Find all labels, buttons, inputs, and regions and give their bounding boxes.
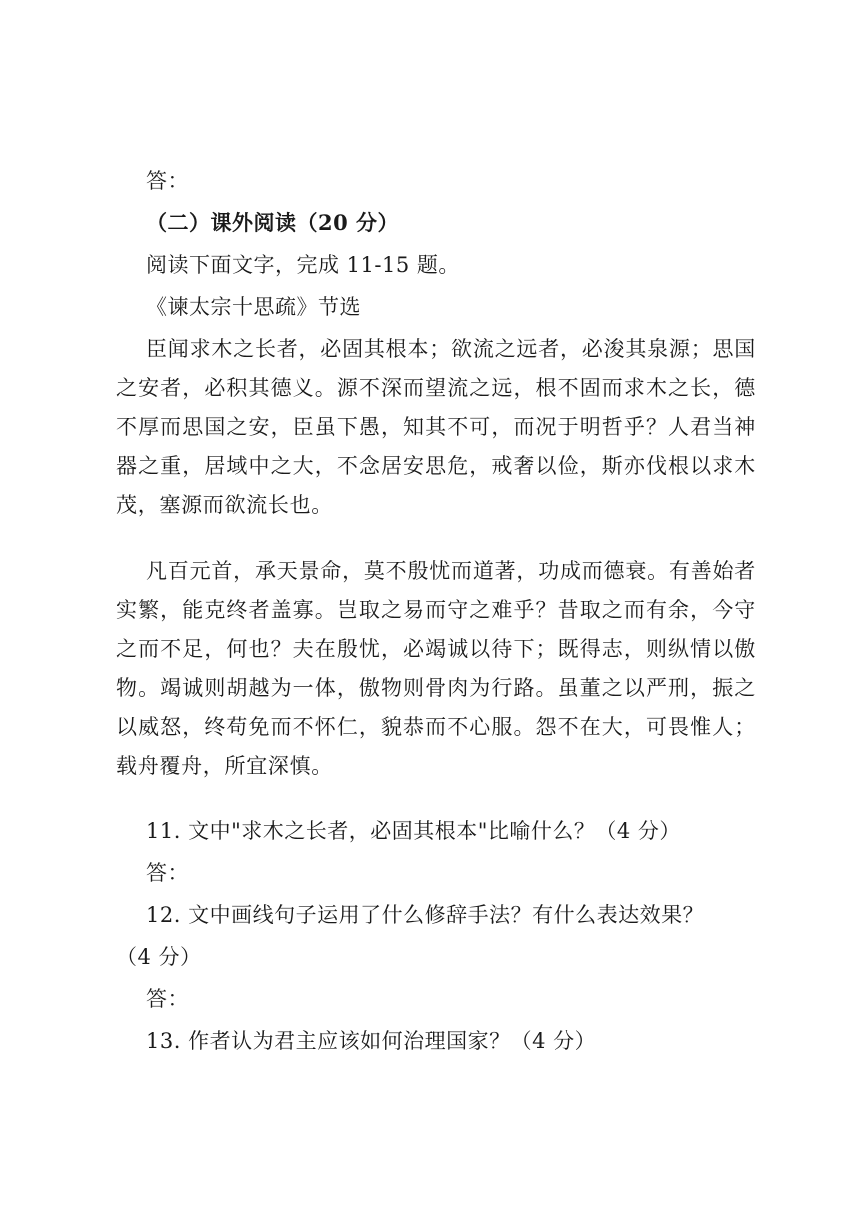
- passage-paragraph-1: 臣闻求木之长者，必固其根本；欲流之远者，必浚其泉源；思国之安者，必积其德义。源不深而望流之远，根不固而求木之长，德不厚而思国之安，臣虽下愚，知其不可，而况于明哲乎？人君当神器之重，居域中之大，不念居安思危，戒奢以俭，斯亦伐根以求木茂，塞源而欲流长也。: [116, 337, 756, 517]
- answer-label-previous: 答：: [146, 169, 189, 193]
- question-11: 11. 文中"求木之长者，必固其根本"比喻什么？（4 分）: [146, 819, 681, 843]
- passage-paragraph-2: 凡百元首，承天景命，莫不殷忧而道著，功成而德衰。有善始者实繁，能克终者盖寡。岂取之易而守之难乎？昔取之而有余，今守之而不足，何也？夫在殷忧，必竭诚以待下；既得志，则纵情以傲物。竭诚则胡越为一体，傲物则骨肉为行路。虽董之以严刑，振之以威怒，终苟免而不怀仁，貌恭而不心服。怨不在大，可畏惟人；载舟覆舟，所宜深慎。: [116, 559, 756, 778]
- question-12-points: （4 分）: [116, 945, 202, 969]
- reading-instruction: 阅读下面文字，完成 11-15 题。: [146, 253, 460, 277]
- question-12: 12. 文中画线句子运用了什么修辞手法？有什么表达效果？: [146, 903, 705, 927]
- section-heading: （二）课外阅读（20 分）: [146, 210, 400, 235]
- answer-label-11: 答：: [146, 861, 189, 885]
- question-13: 13. 作者认为君主应该如何治理国家？（4 分）: [146, 1029, 597, 1053]
- passage-title: 《谏太宗十思疏》节选: [146, 295, 361, 319]
- answer-label-12: 答：: [146, 987, 189, 1011]
